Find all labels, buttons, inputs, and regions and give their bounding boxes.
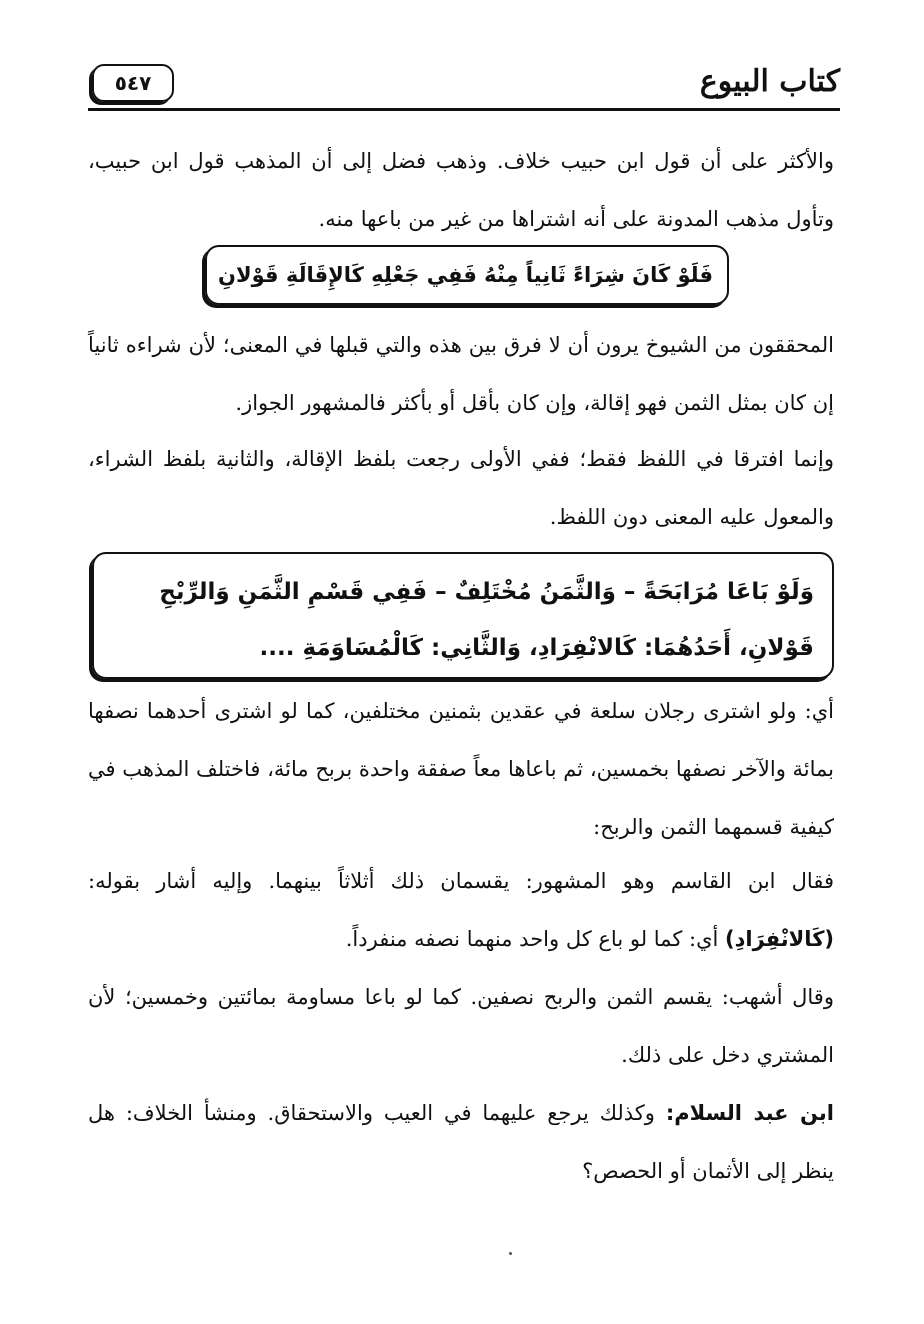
paragraph-6: وقال أشهب: يقسم الثمن والربح نصفين. كما لو باعا مساومة بمائتين وخمسين؛ لأن المشتري دخل على ذلك. <box>88 985 834 1067</box>
paragraph-7 <box>88 1084 834 1200</box>
decorative-dot <box>509 1252 512 1255</box>
paragraph-7-name: ابن عبد السلام: <box>665 1101 834 1125</box>
paragraph-5 <box>88 852 834 968</box>
header-rule <box>88 108 840 111</box>
running-head: كتاب البيوع <box>699 64 840 99</box>
matn-text-2-line-1: وَلَوْ بَاعَا مُرَابَحَةً – وَالثَّمَنُ مُخْتَلِفٌ – فَفِي قَسْمِ الثَّمَنِ وَالرِّبْحِ <box>159 579 814 605</box>
matn-box-2 <box>92 552 834 679</box>
paragraph-5-text: فقال ابن القاسم وهو المشهور: يقسمان ذلك أثلاثاً بينهما. وإليه أشار بقوله: <box>88 869 834 893</box>
matn-box-1 <box>205 245 729 305</box>
paragraph-7-text: وكذلك يرجع عليهما في العيب والاستحقاق. ومنشأ الخلاف: هل ينظر إلى الأثمان أو الحصص؟ <box>88 1101 834 1183</box>
matn-text-2-line-2: قَوْلانِ، أَحَدُهُمَا: كَالانْفِرَادِ، وَالثَّانِي: كَالْمُسَاوَمَةِ .... <box>259 635 814 661</box>
paragraph-1: والأكثر على أن قول ابن حبيب خلاف. وذهب فضل إلى أن المذهب قول ابن حبيب، وتأول مذهب المدونة على أنه اشتراها من غير من باعها منه. <box>88 149 834 231</box>
paragraph-2: المحققون من الشيوخ يرون أن لا فرق بين هذه والتي قبلها في المعنى؛ لأن شراءه ثانياً إن كان بمثل الثمن فهو إقالة، وإن كان بأقل أو بأكثر فالمشهور الجواز. <box>88 333 834 415</box>
page-header <box>88 58 840 118</box>
page-number: ٥٤٧ <box>92 64 174 102</box>
paragraph-3: وإنما افترقا في اللفظ فقط؛ ففي الأولى رجعت بلفظ الإقالة، والثانية بلفظ الشراء، والمعول عليه المعنى دون اللفظ. <box>88 447 834 529</box>
matn-text-1: فَلَوْ كَانَ شِرَاءً ثَانِياً مِنْهُ فَفِي جَعْلِهِ كَالإِقَالَةِ قَوْلانِ <box>218 263 713 287</box>
paragraph-5-tail: أي: كما لو باع كل واحد منهما نصفه منفرداً. <box>345 927 719 951</box>
paragraph-5-term: (كَالانْفِرَادِ) <box>725 927 834 951</box>
paragraph-4: أي: ولو اشترى رجلان سلعة في عقدين بثمنين مختلفين، كما لو اشترى أحدهما نصفها بمائة والآخر نصفها بخمسين، ثم باعاها معاً صفقة واحدة بربح مائة، فاختلف المذهب في كيفية قسمهما الثمن والربح: <box>88 699 834 839</box>
